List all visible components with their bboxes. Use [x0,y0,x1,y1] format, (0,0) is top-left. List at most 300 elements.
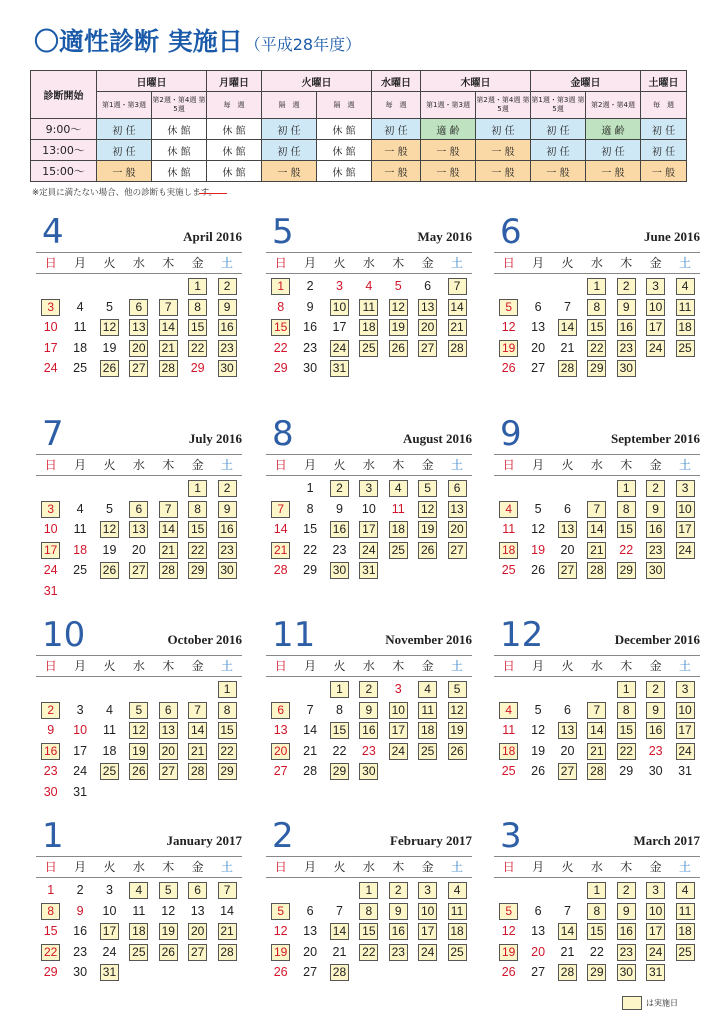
day-number: 31 [100,964,119,981]
day-cell [124,901,153,922]
week-row [36,499,242,520]
day-cell-session [384,297,413,318]
day-number: 23 [617,944,636,961]
month-number: 7 [42,414,64,454]
day-number: 3 [41,299,60,316]
day-number: 11 [73,320,87,334]
weekday-label: 水 [590,860,603,874]
day-cell-session [354,317,383,338]
day-number: 11 [418,702,437,719]
day-cell-session [670,921,699,942]
week-row [494,921,700,942]
day-number: 11 [132,903,146,918]
schedule-cell: 初 任 [476,119,531,140]
schedule-table [30,70,687,182]
day-number: 10 [676,702,695,719]
day-number: 26 [448,743,467,760]
day-cell-session [612,478,641,499]
day-cell-session [384,519,413,540]
day-cell-session [154,519,183,540]
day-number: 12 [531,723,546,737]
day-number: 6 [424,279,432,293]
day-cell-session [442,901,471,922]
day-cell [65,317,94,338]
schedule-cell: 初 任 [97,119,152,140]
day-cell-session [553,317,582,338]
weekday-label: 日 [44,458,57,472]
schedule-cell: 一 般 [421,140,476,161]
day-cell-session [442,478,471,499]
week-subheader: 第1週・第3週 [421,92,476,119]
day-number: 4 [76,501,84,516]
weekday-label: 月 [532,256,545,270]
schedule-cell: 初 任 [531,140,586,161]
day-number: 21 [188,743,207,760]
day-cell-session [325,560,354,581]
week-subheader: 第2週・第4週 [586,92,641,119]
day-cell-session [612,720,641,741]
day-cell-session [384,921,413,942]
day-number: 18 [73,340,88,355]
day-cell-session [154,540,183,561]
month-number: 1 [42,816,64,856]
day-number: 14 [558,923,577,940]
week-row [266,942,472,963]
day-number: 27 [531,361,546,375]
schedule-time: 13:00～ [31,140,97,161]
day-number: 14 [159,521,178,538]
day-cell [325,901,354,922]
day-cell [325,317,354,338]
day-number: 16 [303,320,318,334]
day-cell-session [612,880,641,901]
month-calendar [36,816,242,1012]
weekday-label: 水 [132,256,145,270]
day-cell [553,901,582,922]
weekday-header [36,454,242,476]
day-number: 25 [359,340,378,357]
day-cell-session [494,297,523,318]
day-number: 19 [102,340,117,355]
day-cell [95,540,124,561]
day-cell [553,700,582,721]
day-cell-session [413,297,442,318]
day-number: 30 [73,965,88,979]
day-cell-session [384,720,413,741]
day-number: 4 [448,882,467,899]
day-number: 24 [676,743,695,760]
day-cell [413,276,442,297]
day-header: 日曜日 [97,71,207,92]
day-cell [95,499,124,520]
day-cell [95,700,124,721]
weekday-label: 土 [451,659,464,673]
day-number: 20 [159,743,178,760]
schedule-cell: 初 任 [372,119,421,140]
day-cell-session [442,317,471,338]
day-number: 7 [564,903,571,918]
day-number: 24 [43,361,58,375]
day-cell-session [183,276,212,297]
day-cell-session [183,720,212,741]
weekday-header [266,252,472,274]
day-cell-session [582,358,611,379]
weekday-label: 日 [274,458,287,472]
day-number: 6 [159,702,178,719]
day-number: 18 [499,542,518,559]
day-cell-session [95,761,124,782]
day-cell [523,741,552,762]
day-cell-session [442,499,471,520]
weekday-label: 火 [103,860,116,874]
schedule-time: 9:00～ [31,119,97,140]
day-cell-session [641,540,670,561]
day-number: 4 [676,882,695,899]
day-number: 7 [564,299,571,314]
day-number: 5 [129,702,148,719]
day-number: 18 [676,319,695,336]
day-number: 17 [418,923,437,940]
day-number: 27 [129,360,148,377]
day-cell [582,942,611,963]
day-number: 13 [558,722,577,739]
schedule-cell: 休 館 [317,140,372,161]
day-number: 8 [617,702,636,719]
month-calendar [266,414,472,610]
day-cell-session [154,499,183,520]
day-cell-session [413,880,442,901]
weekday-header [36,655,242,677]
day-cell-session [212,540,241,561]
day-cell [641,761,670,782]
day-cell [670,761,699,782]
weekday-label: 金 [191,860,204,874]
weekday-label: 月 [304,256,317,270]
day-number: 15 [359,923,378,940]
day-number: 19 [531,542,546,557]
day-cell-session [413,700,442,721]
day-number: 5 [418,480,437,497]
week-row [36,581,242,602]
day-cell-session [641,317,670,338]
day-cell-session [670,297,699,318]
day-number: 20 [131,542,146,557]
day-cell [212,901,241,922]
day-number: 20 [418,319,437,336]
day-cell [354,741,383,762]
day-cell-session [354,338,383,359]
day-number: 13 [129,319,148,336]
day-cell-session [124,297,153,318]
schedule-cell: 一 般 [421,161,476,182]
day-cell-session [354,679,383,700]
day-cell [65,921,94,942]
day-cell-session [354,720,383,741]
day-cell [523,560,552,581]
day-number: 29 [587,964,606,981]
day-cell [295,478,324,499]
weekday-label: 火 [333,458,346,472]
day-cell [295,761,324,782]
weekday-label: 土 [221,458,234,472]
day-cell-session [442,700,471,721]
day-number: 16 [330,521,349,538]
day-number: 15 [43,924,58,938]
day-cell [523,540,552,561]
day-cell-session [183,478,212,499]
weekday-label: 金 [649,256,662,270]
day-cell [553,942,582,963]
day-number: 12 [501,320,516,334]
day-cell [65,297,94,318]
day-cell-session [641,901,670,922]
day-number: 23 [389,944,408,961]
day-cell-session [154,700,183,721]
month-name: August 2016 [403,431,472,446]
month-number: 3 [500,816,522,856]
day-cell-session [212,478,241,499]
day-cell-session [413,478,442,499]
day-cell-session [183,942,212,963]
day-cell [36,880,65,901]
day-number: 16 [617,319,636,336]
month-name: January 2017 [166,833,242,848]
day-number: 22 [589,944,604,959]
day-cell-session [442,540,471,561]
schedule-row [31,161,687,182]
legend-label: は実施日 [646,998,678,1008]
weekday-label: 土 [221,860,234,874]
day-number: 13 [159,722,178,739]
weekday-label: 火 [333,256,346,270]
day-number: 20 [129,340,148,357]
weekday-header [36,252,242,274]
day-cell-session [413,540,442,561]
day-number: 15 [188,521,207,538]
week-row [266,679,472,700]
day-number: 4 [499,702,518,719]
day-number: 3 [676,681,695,698]
day-cell-session [354,700,383,721]
day-number: 2 [330,480,349,497]
schedule-corner: 診断開始 [31,71,97,119]
day-number: 24 [330,340,349,357]
day-cell [65,560,94,581]
weekday-label: 木 [620,659,633,673]
day-cell [354,499,383,520]
day-number: 24 [73,764,88,778]
day-number: 27 [558,562,577,579]
day-number: 17 [73,743,88,758]
day-number: 7 [159,299,178,316]
day-number: 2 [646,480,665,497]
weekday-label: 日 [274,860,287,874]
day-number: 9 [306,299,314,314]
schedule-cell: 一 般 [476,140,531,161]
day-grid [494,880,700,983]
day-cell-session [384,317,413,338]
day-number: 18 [499,743,518,760]
day-cell [523,297,552,318]
day-number: 11 [359,299,378,316]
week-row [494,901,700,922]
day-number: 22 [188,340,207,357]
day-cell [36,358,65,379]
day-cell-session [442,741,471,762]
weekday-label: 土 [679,458,692,472]
day-cell-session [154,942,183,963]
day-number: 7 [159,501,178,518]
day-number: 9 [218,501,237,518]
day-grid [266,478,472,581]
day-cell-session [582,338,611,359]
weekday-label: 日 [274,256,287,270]
day-cell [494,962,523,983]
day-number: 24 [676,542,695,559]
day-cell-session [494,741,523,762]
day-number: 19 [159,923,178,940]
day-number: 3 [394,682,402,696]
weekday-label: 金 [649,860,662,874]
weekday-label: 月 [304,458,317,472]
weekday-label: 月 [532,860,545,874]
week-subheader: 毎 週 [207,92,262,119]
day-cell [523,962,552,983]
day-cell-session [154,720,183,741]
day-number: 24 [359,542,378,559]
day-number: 15 [303,522,318,536]
day-number: 16 [646,722,665,739]
day-number: 30 [617,964,636,981]
weekday-label: 土 [679,256,692,270]
day-cell-session [124,560,153,581]
day-cell-session [266,276,295,297]
day-cell-session [154,741,183,762]
day-cell-session [124,880,153,901]
day-number: 3 [646,278,665,295]
month-name: November 2016 [385,632,472,647]
day-cell-session [641,519,670,540]
day-number: 19 [499,340,518,357]
day-cell-session [612,962,641,983]
day-number: 31 [359,562,378,579]
day-number: 23 [73,944,88,959]
day-number: 26 [531,764,546,778]
day-number: 1 [47,883,55,897]
day-cell-session [670,499,699,520]
day-cell [295,358,324,379]
day-number: 17 [332,320,347,334]
day-number: 11 [676,903,695,920]
day-cell [65,901,94,922]
schedule-cell: 初 任 [262,140,317,161]
weekday-label: 木 [392,458,405,472]
day-number: 29 [617,562,636,579]
day-number: 30 [303,361,318,375]
day-number: 6 [306,903,314,918]
schedule-row [31,140,687,161]
weekday-label: 火 [561,458,574,472]
weekday-label: 金 [191,458,204,472]
day-number: 8 [587,299,606,316]
day-cell [65,880,94,901]
day-number: 16 [389,923,408,940]
week-subheader: 第1週・第3週 [97,92,152,119]
day-number: 27 [303,965,318,979]
day-cell-session [325,720,354,741]
day-cell-session [612,276,641,297]
day-cell [65,540,94,561]
schedule-cell: 一 般 [372,140,421,161]
day-number: 28 [159,562,178,579]
day-number: 4 [76,299,84,314]
day-cell [295,741,324,762]
day-cell [523,358,552,379]
day-cell-session [582,499,611,520]
day-number: 10 [330,299,349,316]
day-number: 21 [159,340,178,357]
week-row [36,297,242,318]
day-number: 7 [306,702,314,717]
day-number: 1 [271,278,290,295]
day-cell [354,276,383,297]
week-row [494,540,700,561]
weekday-label: 日 [44,860,57,874]
week-row [266,276,472,297]
day-number: 25 [418,743,437,760]
day-number: 21 [218,923,237,940]
weekday-label: 月 [74,659,87,673]
day-cell-session [553,921,582,942]
day-number: 9 [646,702,665,719]
week-row [266,560,472,581]
day-cell-session [354,901,383,922]
day-number: 8 [306,501,314,516]
day-number: 27 [159,763,178,780]
day-cell [295,276,324,297]
schedule-cell: 一 般 [262,161,317,182]
day-number: 16 [73,924,88,938]
day-number: 22 [218,743,237,760]
week-subheader: 毎 週 [641,92,687,119]
month-calendar [266,615,472,811]
schedule-cell: 休 館 [207,161,262,182]
day-number: 12 [501,924,516,938]
weekday-label: 金 [421,458,434,472]
day-number: 18 [73,542,88,557]
day-number: 25 [448,944,467,961]
day-cell-session [582,297,611,318]
day-cell-session [325,761,354,782]
day-number: 27 [448,542,467,559]
day-number: 29 [619,764,634,778]
day-cell-session [641,560,670,581]
day-number: 2 [646,681,665,698]
day-cell-session [124,741,153,762]
day-number: 30 [646,562,665,579]
month-number: 5 [272,212,294,252]
day-cell-session [154,317,183,338]
day-number: 13 [129,521,148,538]
day-number: 14 [188,722,207,739]
day-cell [65,338,94,359]
day-cell [494,519,523,540]
day-cell [494,921,523,942]
day-number: 1 [188,480,207,497]
day-number: 28 [330,964,349,981]
day-cell [65,942,94,963]
day-cell [523,921,552,942]
